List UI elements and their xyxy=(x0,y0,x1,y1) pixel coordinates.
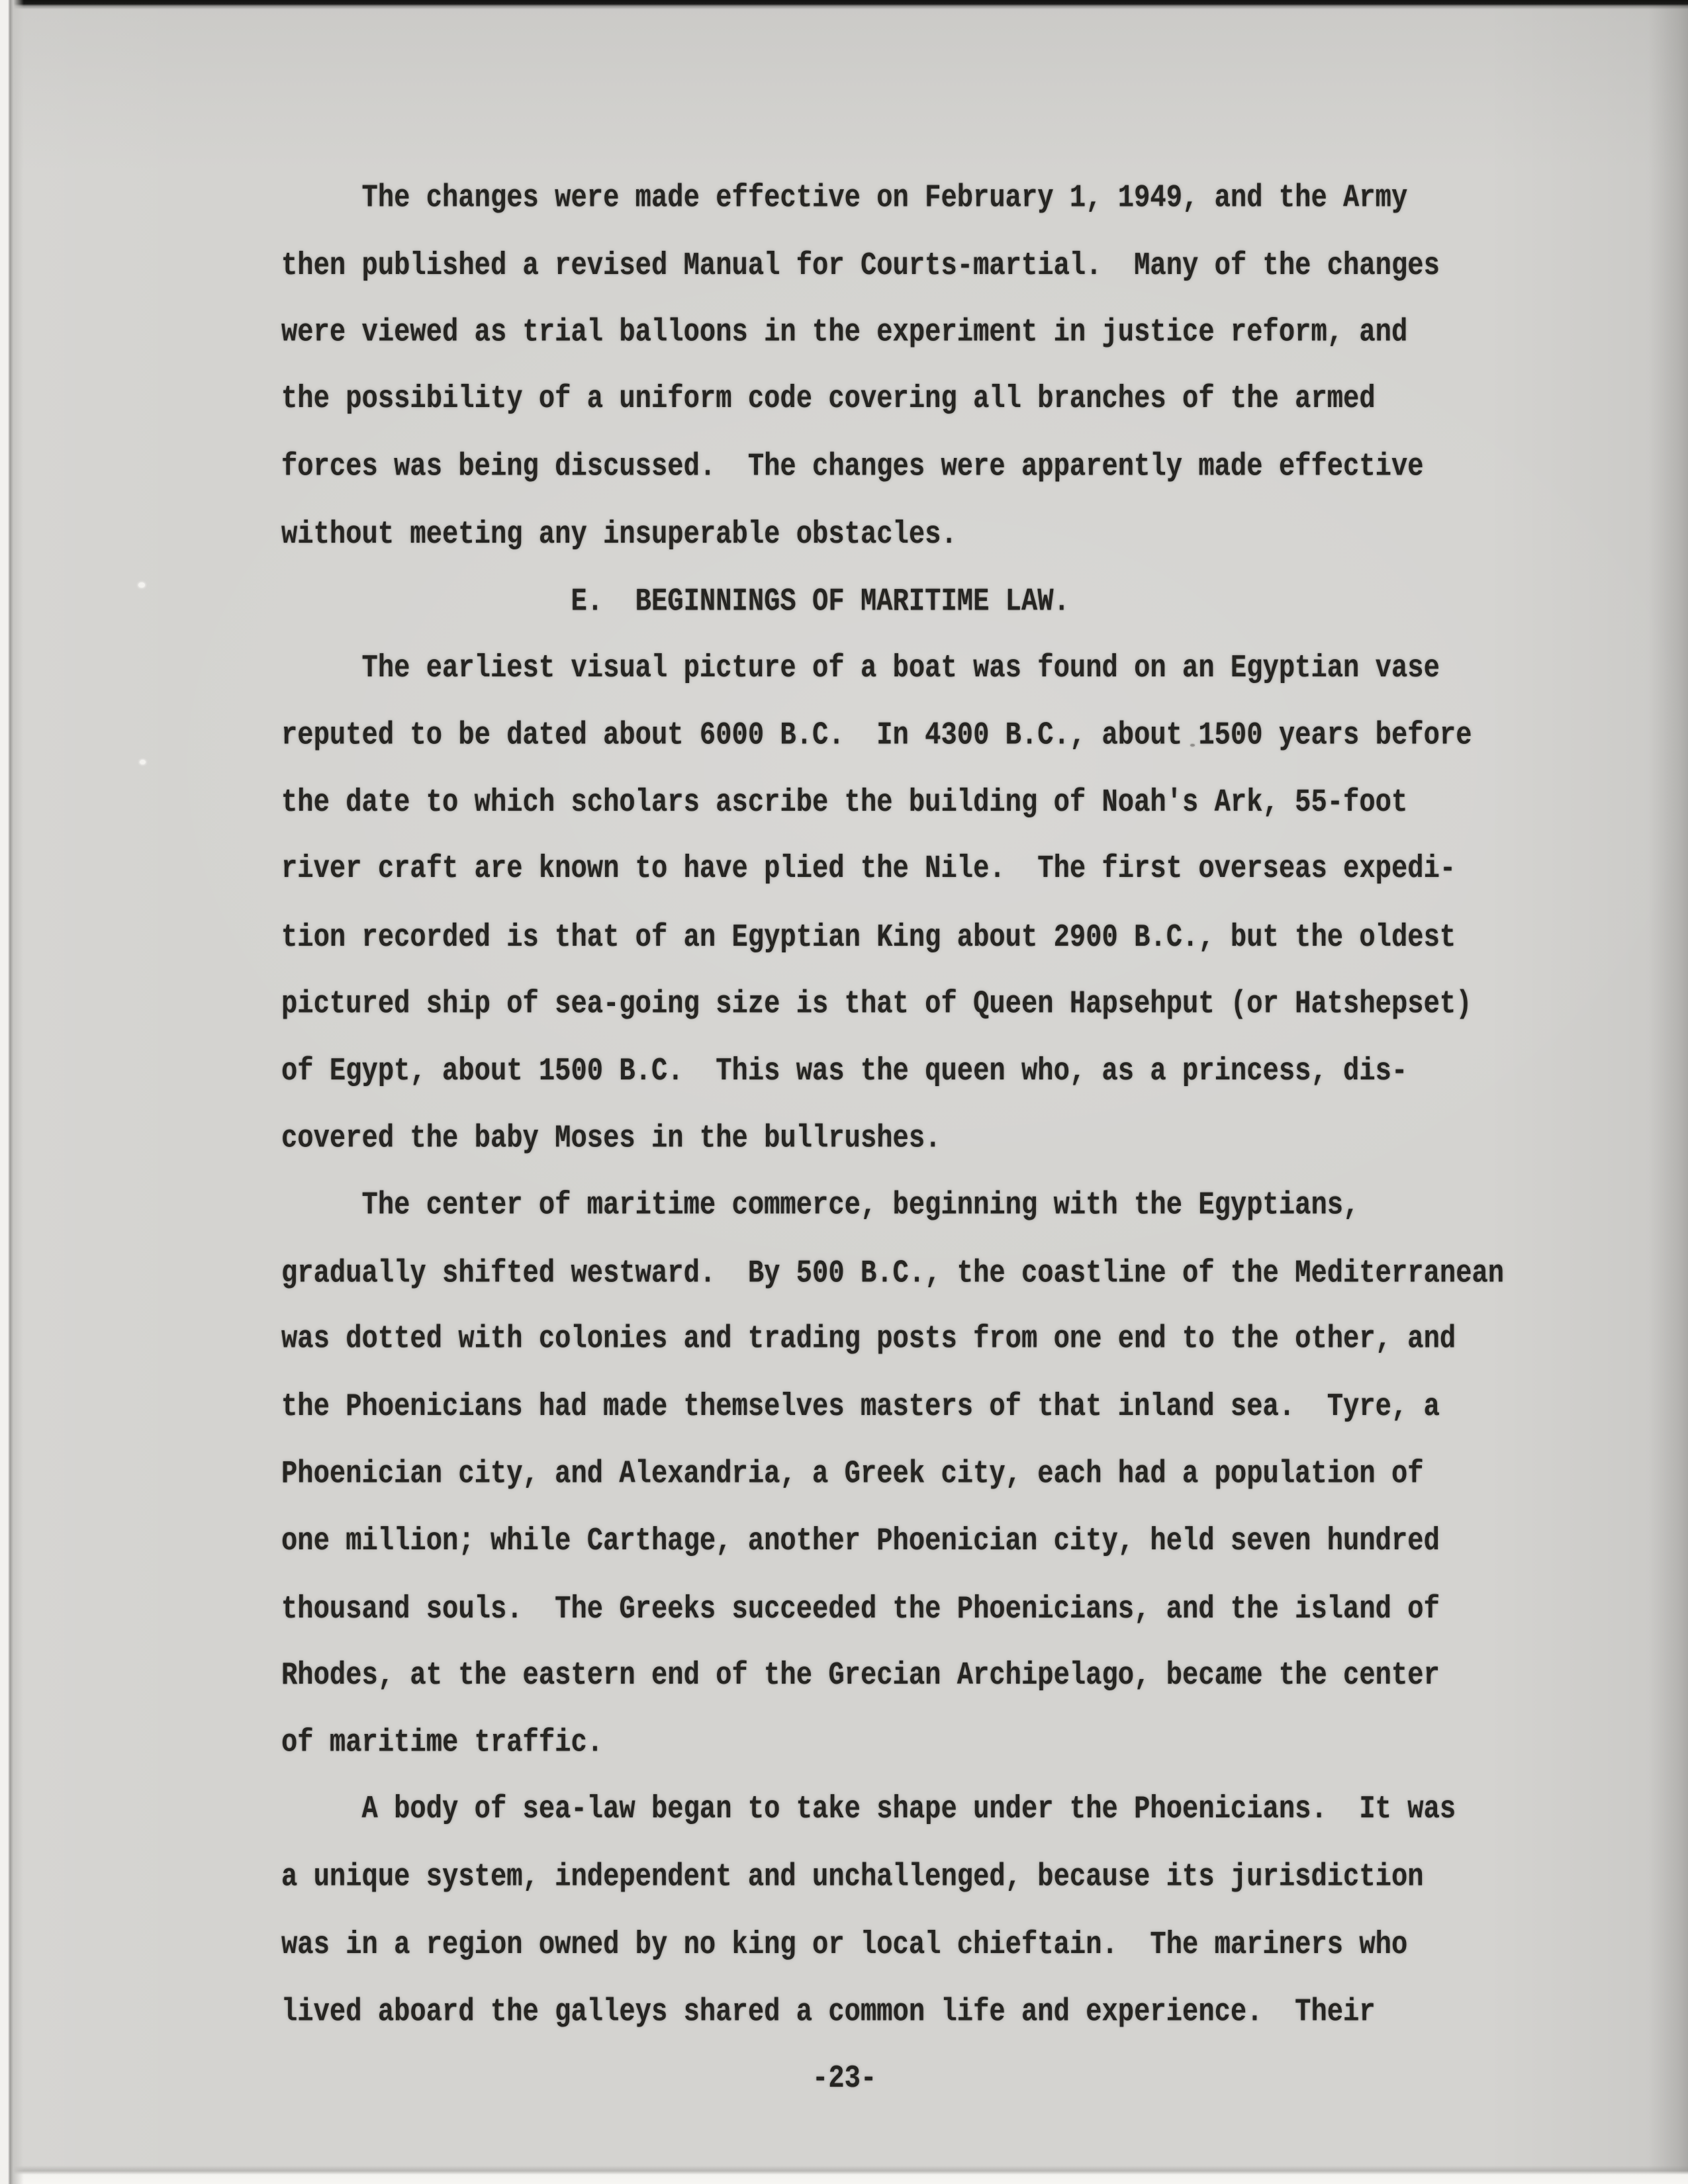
section-heading: E. BEGINNINGS OF MARITIME LAW. xyxy=(281,584,1070,620)
text-line: thousand souls. The Greeks succeeded the Phoenicians, and the island of xyxy=(281,1591,1440,1628)
page-number: -23- xyxy=(281,2061,877,2097)
text-line: a unique system, independent and unchallenged, because its jurisdiction xyxy=(281,1859,1424,1895)
paper-speck xyxy=(138,582,145,588)
text-line: tion recorded is that of an Egyptian King about 2900 B.C., but the oldest xyxy=(281,920,1456,956)
text-line: one million; while Carthage, another Phoenician city, held seven hundred xyxy=(281,1524,1440,1560)
scan-edge-right xyxy=(1648,0,1688,2184)
text-line: Phoenician city, and Alexandria, a Greek city, each had a population of xyxy=(281,1456,1424,1492)
document-text xyxy=(281,165,1504,2113)
paper-speck xyxy=(140,760,146,764)
text-line: A body of sea-law began to take shape under the Phoenicians. It was xyxy=(281,1791,1456,1828)
scan-edge-top xyxy=(0,0,1688,9)
text-line: The changes were made effective on February 1, 1949, and the Army xyxy=(281,180,1408,216)
text-line: the possibility of a uniform code covering all branches of the armed xyxy=(281,381,1376,418)
text-line: gradually shifted westward. By 500 B.C., the coastline of the Mediterranean xyxy=(281,1255,1505,1292)
ink-speck xyxy=(1190,744,1195,747)
text-line: covered the baby Moses in the bullrushes. xyxy=(281,1120,941,1157)
text-line: was dotted with colonies and trading posts from one end to the other, and xyxy=(281,1321,1456,1357)
text-line: then published a revised Manual for Courts-martial. Many of the changes xyxy=(281,248,1440,285)
text-line: the date to which scholars ascribe the building of Noah's Ark, 55-foot xyxy=(281,784,1408,821)
text-line: were viewed as trial balloons in the experiment in justice reform, and xyxy=(281,314,1408,351)
scan-edge-bottom xyxy=(0,2165,1688,2184)
text-line: of maritime traffic. xyxy=(281,1725,604,1761)
text-line: lived aboard the galleys shared a common life and experience. Their xyxy=(281,1994,1376,2031)
text-line: of Egypt, about 1500 B.C. This was the queen who, as a princess, dis- xyxy=(281,1053,1408,1090)
text-line: The earliest visual picture of a boat was found on an Egyptian vase xyxy=(281,650,1440,687)
text-line: without meeting any insuperable obstacles. xyxy=(281,517,957,553)
text-line: forces was being discussed. The changes were apparently made effective xyxy=(281,449,1424,485)
text-line: the Phoenicians had made themselves masters of that inland sea. Tyre, a xyxy=(281,1389,1440,1426)
text-line: river craft are known to have plied the Nile. The first overseas expedi- xyxy=(281,851,1456,887)
scan-edge-left xyxy=(0,0,24,2184)
text-line: The center of maritime commerce, beginning with the Egyptians, xyxy=(281,1187,1360,1224)
text-line: pictured ship of sea-going size is that of Queen Hapsehput (or Hatshepset) xyxy=(281,986,1472,1023)
text-line: reputed to be dated about 6000 B.C. In 4300 B.C., about 1500 years before xyxy=(281,717,1472,754)
text-line: Rhodes, at the eastern end of the Grecian Archipelago, became the center xyxy=(281,1658,1440,1694)
text-line: was in a region owned by no king or local chieftain. The mariners who xyxy=(281,1927,1408,1964)
